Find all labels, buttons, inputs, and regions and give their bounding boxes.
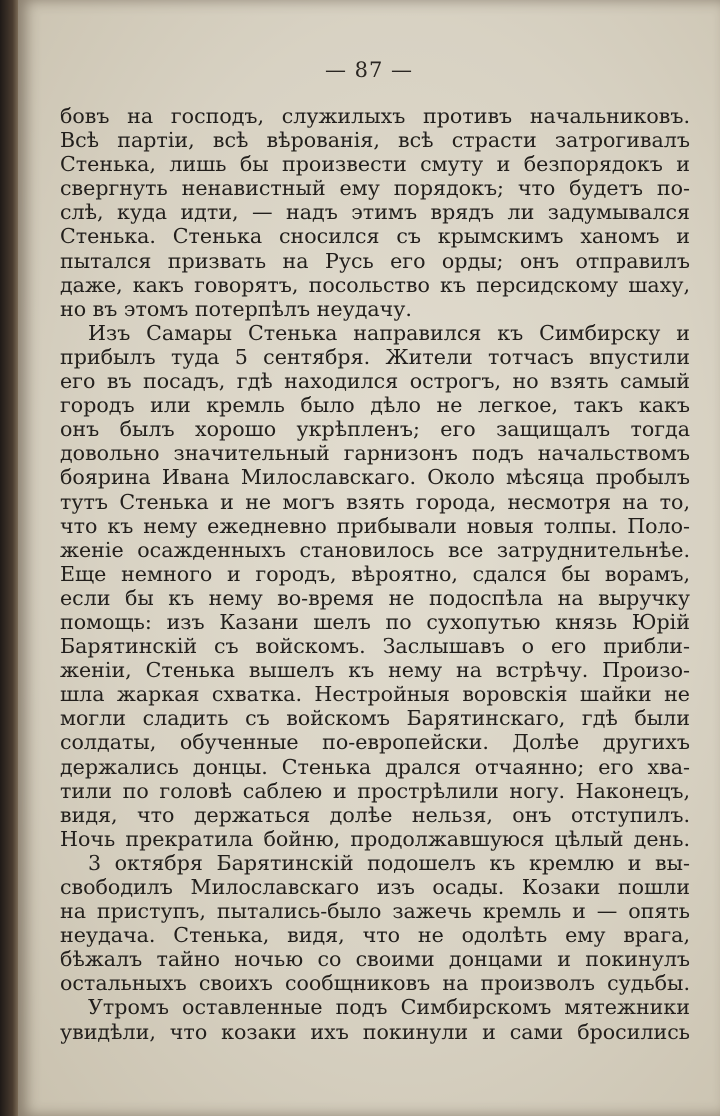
text-line: тили по головѣ саблею и прострѣлили ногу. Наконецъ, [60, 778, 690, 803]
text-line: онъ былъ хорошо укрѣпленъ; его защищалъ тогда [60, 417, 690, 442]
text-line: его въ посадъ, гдѣ находился острогъ, но взять самый [60, 369, 690, 394]
text-line: слѣ, куда идти, — надъ этимъ врядъ ли задумывался [60, 200, 690, 225]
text-line: даже, какъ говорятъ, посольство къ персидскому шаху, [60, 272, 690, 297]
text-line: увидѣли, что козаки ихъ покинули и сами бросились [60, 1019, 690, 1044]
text-line: 3 октября Барятинскій подошелъ къ кремлю и вы- [88, 850, 690, 875]
text-line: женіи, Стенька вышелъ къ нему на встрѣчу. Произо- [60, 658, 690, 683]
text-line: Стенька. Стенька сносился съ крымскимъ ханомъ и [60, 224, 690, 249]
text-line: Изъ Самары Стенька направился къ Симбирску и [88, 320, 690, 345]
text-line: держались донцы. Стенька дрался отчаянно; его хва- [60, 754, 690, 779]
text-line: бовъ на господъ, служилыхъ противъ начальниковъ. [60, 104, 690, 128]
text-line: бѣжалъ тайно ночью со своими донцами и покинулъ [60, 947, 690, 972]
text-line: свободилъ Милославскаго изъ осады. Козаки пошли [60, 875, 690, 899]
text-line: если бы къ нему во-время не подоспѣла на выручку [60, 585, 690, 610]
text-line: Барятинскій съ войскомъ. Заслышавъ о его прибли- [60, 634, 690, 659]
text-line: помощь: изъ Казани шелъ по сухопутью князь Юрій [60, 609, 690, 634]
text-line: городъ или кремль было дѣло не легкое, такъ какъ [60, 393, 690, 418]
text-line: тутъ Стенька и не могъ взять города, несмотря на то, [60, 489, 690, 514]
text-line: довольно значительный гарнизонъ подъ начальствомъ [60, 441, 690, 466]
text-line: остальныхъ своихъ сообщниковъ на произволъ судьбы. [60, 971, 690, 996]
page-number: — 87 — [324, 58, 414, 82]
text-line: Стенька, лишь бы произвести смуту и безпорядокъ и [60, 152, 690, 177]
text-line: пытался призвать на Русь его орды; онъ отправилъ [60, 248, 690, 273]
text-line: Ночь прекратила бойню, продолжавшуюся цѣлый день. [60, 826, 690, 851]
text-line: шла жаркая схватка. Нестройныя воровскія шайки не [60, 682, 690, 707]
text-line: что къ нему ежедневно прибывали новыя толпы. Поло- [60, 513, 690, 538]
text-line: на приступъ, пытались-было зажечь кремль и — опять [60, 899, 690, 924]
text-line: Утромъ оставленные подъ Симбирскомъ мятежники [88, 995, 690, 1020]
text-line: но въ этомъ потерпѣлъ неудачу. [60, 296, 412, 321]
text-line: видя, что держаться долѣе нельзя, онъ отступилъ. [60, 802, 690, 827]
book-page [18, 0, 720, 1116]
text-line: могли сладить съ войскомъ Барятинскаго, гдѣ были [60, 706, 690, 731]
body-text [60, 104, 690, 1044]
text-line: Всѣ партіи, всѣ вѣрованія, всѣ страсти затрогивалъ [60, 128, 690, 153]
text-line: свергнуть ненавистный ему порядокъ; что будетъ по- [60, 176, 690, 201]
text-line: прибылъ туда 5 сентября. Жители тотчасъ впустили [60, 344, 690, 369]
text-line: Еще немного и городъ, вѣроятно, сдался бы ворамъ, [60, 561, 690, 586]
text-line: солдаты, обученные по-европейски. Долѣе другихъ [60, 730, 690, 755]
text-line: женіе осажденныхъ становилось все затруднительнѣе. [60, 537, 690, 562]
text-line: неудача. Стенька, видя, что не одолѣть ему врага, [60, 923, 690, 948]
text-line: боярина Ивана Милославскаго. Около мѣсяца пробылъ [60, 465, 690, 490]
book-binding-edge [0, 0, 18, 1116]
